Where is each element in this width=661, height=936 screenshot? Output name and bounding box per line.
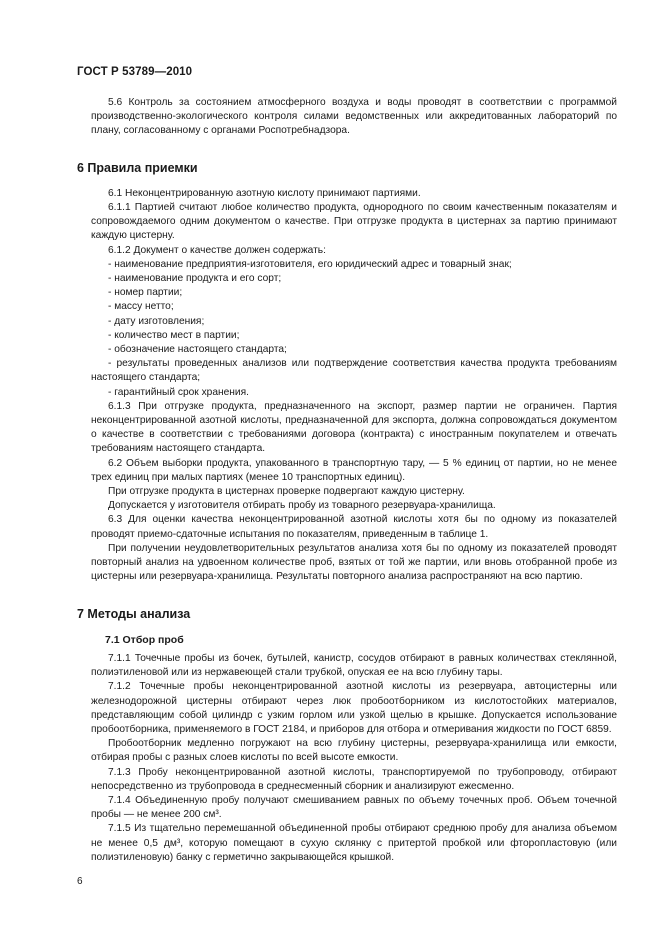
list-item: - номер партии; (108, 287, 183, 299)
section-6-heading: 6 Правила приемки (77, 160, 198, 175)
paragraph-7-1-3: 7.1.3 Пробу неконцентрированной азотной кислоты, транспортируемой по трубопроводу, отбирают непосредственно из трубопровода в среднесменный сборник и анализируют ежесменно. (91, 766, 617, 792)
list-item: - массу нетто; (108, 301, 174, 313)
list-item: - наименование продукта и его сорт; (108, 273, 282, 285)
list-item: - обозначение настоящего стандарта; (108, 344, 287, 356)
paragraph-7-1-4: 7.1.4 Объединенную пробу получают смешиванием равных по объему точечных проб. Объем точечной пробы — не менее 200 см³. (91, 794, 617, 821)
paragraph-7-1-5: 7.1.5 Из тщательно перемешанной объединенной пробы отбирают среднюю пробу для анализа объемом не менее 0,5 дм³, которую помещают в сухую склянку с притертой пробкой или фторопластовую (или полиэтиленовую) банку с герметично закрывающейся крышкой. (91, 823, 617, 863)
list-item: - дату изготовления; (108, 315, 205, 327)
paragraph-7-1-1: 7.1.1 Точечные пробы из бочек, бутылей, канистр, сосудов отбирают в равных количествах стеклянной, полиэтиленовой или из нержавеющей стали трубкой, опуская ее на всю глубину тары. (91, 652, 617, 679)
page-number: 6 (77, 876, 83, 887)
paragraph-6-2-reservoir: Допускается у изготовителя отбирать пробу из товарного резервуара-хранилища. (108, 500, 496, 512)
paragraph-7-1-2: 7.1.2 Точечные пробы неконцентрированной азотной кислоты из резервуара, автоцистерны или железнодорожной цистерны отбирают через люк пробоотборником из кислотостойких материалов, представляющим собой цилиндр с узким горлом или узкой щелью в крышке. Допускается использование пробоотборника, применяемого в ГОСТ 2184, и приборов для отбора и отмеривания жидкости по ГОСТ 6859. (91, 681, 617, 735)
paragraph-6-2-tanks: При отгрузке продукта в цистернах проверке подвергают каждую цистерну. (108, 486, 465, 498)
paragraph-6-1-3: 6.1.3 При отгрузке продукта, предназначенного на экспорт, размер партии не ограничен. Партия неконцентрированной азотной кислоты, предназначенной для экспорта, должна сопровождаться документом о качестве в соответствии с требованиями договора (контракта) с иностранным покупателем и отвечать требованиям настоящего стандарта. (91, 400, 617, 455)
paragraph-6-2: 6.2 Объем выборки продукта, упакованного в транспортную тару, — 5 % единиц от партии, но не менее трех единиц при малых партиях (менее 10 транспортных единиц). (91, 457, 617, 483)
paragraph-5-6: 5.6 Контроль за состоянием атмосферного воздуха и воды проводят в соответствии с программой производственно-экологического контроля силами ведомственных или аккредитованных лабораторий по плану, согласованному с органами Роспотребнадзора. (91, 97, 617, 137)
paragraph-6-3-repeat: При получении неудовлетворительных результатов анализа хотя бы по одному из показателей проводят повторный анализ на удвоенном количестве проб, взятых от той же партии, или вновь отобранной пробе из цистерны или резервуара-хранилища. Результаты повторного анализа распространяют на всю партию. (91, 542, 617, 583)
list-item: - результаты проведенных анализов или подтверждение соответствия качества продукта требованиям настоящего стандарта; (91, 358, 617, 384)
section-7-heading: 7 Методы анализа (77, 606, 191, 621)
document-body (77, 96, 617, 865)
paragraph-6-1-1: 6.1.1 Партией считают любое количество продукта, однородного по своим качественным показателям и сопровождаемого одним документом о качестве. При отгрузке продукта в цистернах за партию принимают каждую цистерну. (91, 202, 617, 242)
quality-document-list (91, 258, 617, 400)
paragraph-6-1: 6.1 Неконцентрированную азотную кислоту принимают партиями. (108, 187, 421, 199)
standard-header: ГОСТ Р 53789—2010 (77, 66, 193, 78)
paragraph-7-1-2-sampler: Пробоотборник медленно погружают на всю глубину цистерны, резервуара-хранилища или емкости, отбирая пробы с разных слоев кислоты по всей высоте емкости. (91, 738, 617, 764)
paragraph-6-3: 6.3 Для оценки качества неконцентрированной азотной кислоты хотя бы по одному из показателей проводят приемо-сдаточные испытания по показателям, приведенным в таблице 1. (91, 514, 617, 540)
list-item: - гарантийный срок хранения. (108, 386, 249, 398)
subsection-7-1-heading: 7.1 Отбор проб (105, 633, 184, 646)
list-item: - наименование предприятия-изготовителя, его юридический адрес и товарный знак; (108, 258, 512, 270)
paragraph-6-1-2: 6.1.2 Документ о качестве должен содержать: (108, 244, 326, 256)
list-item: - количество мест в партии; (108, 329, 240, 341)
